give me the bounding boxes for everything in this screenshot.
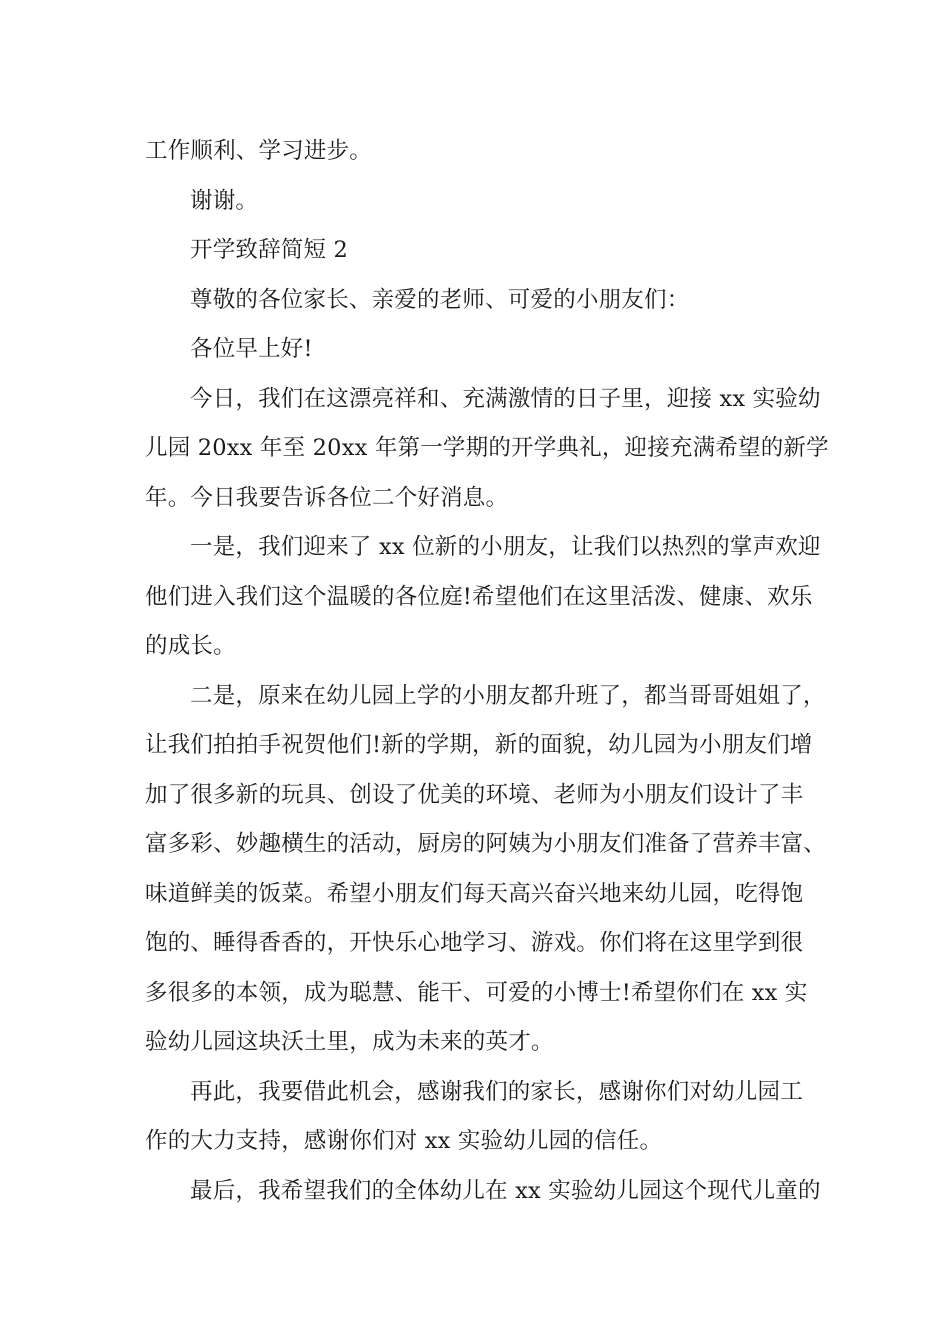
text-line: 饱的、睡得香香的，开快乐心地学习、游戏。你们将在这里学到很: [145, 930, 804, 956]
text-line: 儿园 20xx 年至 20xx 年第一学期的开学典礼，迎接充满希望的新学: [145, 435, 829, 461]
text-line: 今日，我们在这漂亮祥和、充满激情的日子里，迎接 xx 实验幼: [190, 385, 821, 412]
salutation-line: 尊敬的各位家长、亲爱的老师、可爱的小朋友们：: [190, 286, 690, 313]
text-line: 工作顺利、学习进步。: [145, 138, 373, 164]
text-line: 的成长。: [145, 633, 236, 659]
text-line: 二是，原来在幼儿园上学的小朋友都升班了，都当哥哥姐姐了，: [190, 682, 826, 709]
text-line: 多很多的本领，成为聪慧、能干、可爱的小博士!希望你们在 xx 实: [145, 979, 808, 1006]
section-heading: 开学致辞简短 2: [190, 237, 349, 263]
text-line: 最后，我希望我们的全体幼儿在 xx 实验幼儿园这个现代儿童的: [190, 1177, 821, 1204]
text-line: 他们进入我们这个温暖的各位庭!希望他们在这里活泼、健康、欢乐: [145, 583, 813, 610]
text-line: 谢谢。: [190, 187, 259, 214]
text-line: 再此，我要借此机会，感谢我们的家长，感谢你们对幼儿园工: [190, 1078, 803, 1105]
document-body: [145, 127, 829, 1216]
text-line: 味道鲜美的饭菜。希望小朋友们每天高兴奋兴地来幼儿园，吃得饱: [145, 880, 804, 907]
text-line: 验幼儿园这块沃土里，成为未来的英才。: [145, 1029, 554, 1055]
greeting-line: 各位早上好!: [190, 336, 313, 362]
text-line: 年。今日我要告诉各位二个好消息。: [145, 484, 509, 511]
text-line: 加了很多新的玩具、创设了优美的环境、老师为小朋友们设计了丰: [145, 781, 804, 808]
text-line: 作的大力支持，感谢你们对 xx 实验幼儿园的信任。: [145, 1128, 663, 1154]
text-line: 富多彩、妙趣横生的活动，厨房的阿姨为小朋友们准备了营养丰富、: [145, 831, 827, 857]
text-line: 让我们拍拍手祝贺他们!新的学期，新的面貌，幼儿园为小朋友们增: [145, 732, 813, 758]
text-line: 一是，我们迎来了 xx 位新的小朋友，让我们以热烈的掌声欢迎: [190, 534, 821, 560]
